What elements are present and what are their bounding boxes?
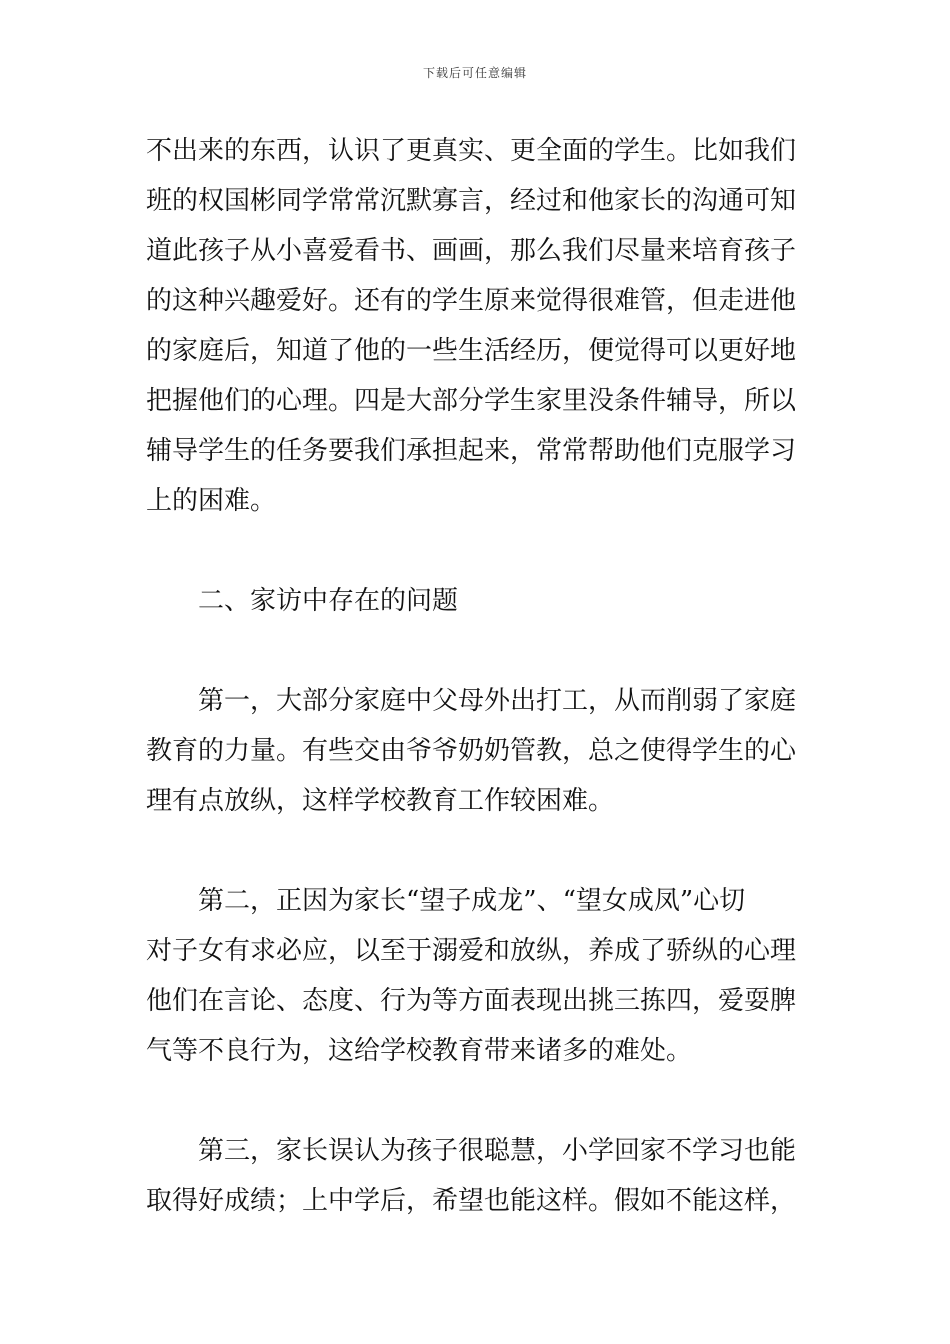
paragraph-continuation	[146, 126, 806, 526]
document-body	[146, 126, 806, 1226]
heading-line: 二、家访中存在的问题	[146, 586, 459, 616]
section-heading	[146, 576, 806, 626]
text-line: 对子女有求必应，以至于溺爱和放纵，养成了骄纵的心理	[146, 936, 797, 966]
text-line: 辅导学生的任务要我们承担起来，常常帮助他们克服学习	[146, 436, 797, 466]
text-line: 气等不良行为，这给学校教育带来诸多的难处。	[146, 1036, 693, 1066]
text-line: 的这种兴趣爱好。还有的学生原来觉得很难管，但走进他	[146, 286, 797, 316]
text-line: 的家庭后，知道了他的一些生活经历，便觉得可以更好地	[146, 336, 797, 366]
text-line: 第三，家长误认为孩子很聪慧，小学回家不学习也能	[146, 1136, 797, 1166]
paragraph-third	[146, 1126, 806, 1226]
paragraph-first	[146, 676, 806, 826]
text-line: 第二，正因为家长“望子成龙”、“望女成凤”心切	[146, 886, 746, 916]
text-line: 教育的力量。有些交由爷爷奶奶管教，总之使得学生的心	[146, 736, 797, 766]
text-line: 道此孩子从小喜爱看书、画画，那么我们尽量来培育孩子	[146, 236, 797, 266]
paragraph-gap	[146, 1076, 806, 1126]
text-line: 取得好成绩；上中学后，希望也能这样。假如不能这样，	[146, 1186, 797, 1216]
text-line: 班的权国彬同学常常沉默寡言，经过和他家长的沟通可知	[146, 186, 797, 216]
text-line: 不出来的东西，认识了更真实、更全面的学生。比如我们	[146, 136, 797, 166]
paragraph-gap	[146, 526, 806, 576]
text-line: 他们在言论、态度、行为等方面表现出挑三拣四，爱耍脾	[146, 986, 797, 1016]
text-line: 第一，大部分家庭中父母外出打工，从而削弱了家庭	[146, 686, 797, 716]
text-line: 理有点放纵，这样学校教育工作较困难。	[146, 786, 615, 816]
text-line: 上的困难。	[146, 486, 277, 516]
page-header: 下载后可任意编辑	[422, 66, 527, 80]
paragraph-second	[146, 876, 806, 1076]
text-line: 把握他们的心理。四是大部分学生家里没条件辅导，所以	[146, 386, 797, 416]
paragraph-gap	[146, 826, 806, 876]
paragraph-gap	[146, 626, 806, 676]
